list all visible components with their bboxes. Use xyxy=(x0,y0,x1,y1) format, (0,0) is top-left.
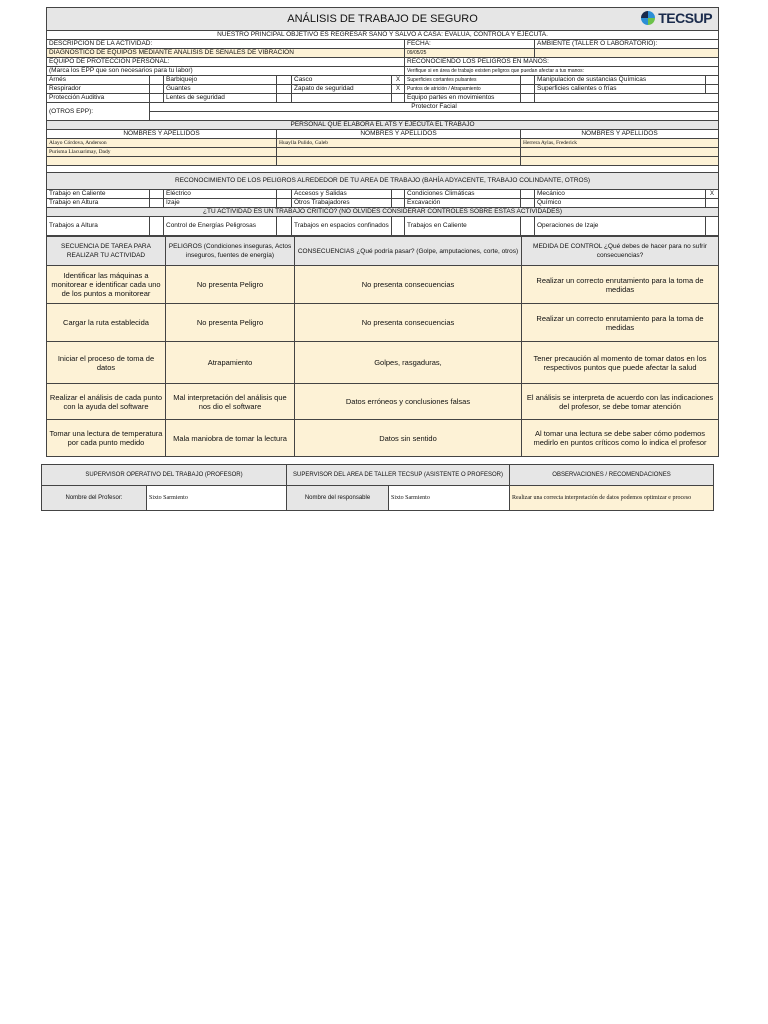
task-cell[interactable]: Tomar una lectura de temperatura por cada punto medido xyxy=(47,420,166,457)
peligro-check[interactable] xyxy=(277,199,292,208)
prof-value[interactable]: Sixto Sarmiento xyxy=(147,486,287,511)
peligros-title: RECONOCIMIENTO DE LOS PELIGROS ALREDEDOR DE TU AREA DE TRABAJO (BAHÍA ADYACENTE, TRABAJO COLINDANTE, OTROS) xyxy=(47,173,719,190)
task-cell[interactable]: Realizar un correcto enrutamiento para la toma de medidas xyxy=(522,304,719,342)
epp-item: Arnés xyxy=(47,76,150,85)
critico-check[interactable] xyxy=(150,217,164,236)
epp-check[interactable] xyxy=(150,76,164,85)
epp-item: Respirador xyxy=(47,85,150,94)
peligro-item: Excavación xyxy=(405,199,521,208)
task-cell[interactable]: Mala maniobra de tomar la lectura xyxy=(166,420,295,457)
person-name[interactable] xyxy=(47,157,277,166)
desc-label: DESCRIPCIÓN DE LA ACTIVIDAD: xyxy=(47,40,405,49)
logo-text: TECSUP xyxy=(658,10,713,26)
epp-item: Guantes xyxy=(164,85,277,94)
peligro-check[interactable] xyxy=(521,199,535,208)
task-cell[interactable]: Golpes, rasgaduras, xyxy=(295,342,522,384)
task-table xyxy=(46,236,719,457)
hands-item: Manipulacion de sustancias Químicas xyxy=(535,76,706,85)
page-title: ANÁLISIS DE TRABAJO DE SEGURO xyxy=(287,13,478,25)
names-col-header: NOMBRES Y APELLIDOS xyxy=(47,130,277,139)
desc-value[interactable]: DIAGNÓSTICO DE EQUIPOS MEDIANTE ANÁLISIS DE SEÑALES DE VIBRACIÓN xyxy=(47,49,405,58)
person-name[interactable]: Huaylla Pulido, Galeb xyxy=(277,139,521,148)
person-name[interactable] xyxy=(277,157,521,166)
person-name[interactable] xyxy=(521,157,719,166)
supervisor-table xyxy=(41,464,714,511)
table-row xyxy=(47,384,719,420)
tecsup-logo xyxy=(641,11,712,25)
spacer xyxy=(47,166,719,173)
critico-check[interactable] xyxy=(277,217,292,236)
task-cell[interactable]: Identificar las máquinas a monitorear e identificar cada uno de los puntos a monitorear xyxy=(47,266,166,304)
observaciones-label: OBSERVACIONES / RECOMENDACIONES xyxy=(510,465,714,486)
peligro-item: Otros Trabajadores xyxy=(292,199,392,208)
critico-check[interactable] xyxy=(521,217,535,236)
hands-item: Superficies cortantes pulsantes xyxy=(405,76,521,85)
peligro-item: Mecánico xyxy=(535,190,706,199)
peligro-item: Izaje xyxy=(164,199,277,208)
person-name[interactable] xyxy=(277,148,521,157)
person-name[interactable]: Herrera Aylas, Frederick xyxy=(521,139,719,148)
form-top xyxy=(46,7,719,236)
hands-note: Verifique si en área de trabajo existen peligros que puedan afectar a tus manos: xyxy=(405,67,719,76)
hands-check[interactable] xyxy=(521,85,535,94)
task-cell[interactable]: Datos erróneos y conclusiones falsas xyxy=(295,384,522,420)
epp-item xyxy=(292,94,392,103)
epp-check[interactable] xyxy=(277,94,292,103)
epp-check[interactable] xyxy=(392,94,405,103)
hands-label: RECONOCIENDO LOS PELIGROS EN MANOS: xyxy=(405,58,719,67)
hands-item: Superficies calientes o frías xyxy=(535,85,706,94)
task-cell[interactable]: Atrapamiento xyxy=(166,342,295,384)
person-name[interactable]: Purisma Llacuarimay, Dady xyxy=(47,148,277,157)
resp-value[interactable]: Sixto Sarmiento xyxy=(389,486,510,511)
task-cell[interactable]: No presenta consecuencias xyxy=(295,304,522,342)
critico-item: Trabajos en espacios confinados xyxy=(292,217,392,236)
critico-check[interactable] xyxy=(392,217,405,236)
gear-icon xyxy=(641,11,655,25)
fecha-value[interactable]: 09/05/25 xyxy=(405,49,535,58)
supervisor-section xyxy=(41,464,713,511)
epp-item: Casco xyxy=(292,76,392,85)
peligro-check[interactable] xyxy=(521,190,535,199)
peligro-item: Trabajo en Altura xyxy=(47,199,150,208)
epp-check[interactable] xyxy=(150,94,164,103)
epp-item: Zapato de seguridad xyxy=(292,85,392,94)
critico-title: ¿TU ACTIVIDAD ES UN TRABAJO CRITICO? (NO OLVIDES CONSIDERAR CONTROLES SOBRE ESTAS ACTIVIDADES) xyxy=(47,208,719,217)
names-col-header: NOMBRES Y APELLIDOS xyxy=(521,130,719,139)
peligro-check[interactable] xyxy=(392,190,405,199)
task-cell[interactable]: Realizar el análisis de cada punto con la ayuda del software xyxy=(47,384,166,420)
table-row xyxy=(47,304,719,342)
peligro-item: Eléctrico xyxy=(164,190,277,199)
table-row xyxy=(47,420,719,457)
epp-item: Barbiquejo xyxy=(164,76,277,85)
critico-item: Trabajos en Caliente xyxy=(405,217,521,236)
task-cell[interactable]: Al tomar una lectura se debe saber cómo podemos medirlo en puntos críticos como lo indica el profesor xyxy=(522,420,719,457)
task-cell[interactable]: Tener precaución al momento de tomar datos en los respectivos puntos que puede afectar la salud xyxy=(522,342,719,384)
task-cell[interactable]: No presenta Peligro xyxy=(166,304,295,342)
task-header: SECUENCIA DE TAREA PARA REALIZAR TU ACTIVIDAD xyxy=(47,237,166,266)
peligro-item: Trabajo en Caliente xyxy=(47,190,150,199)
fecha-label: FECHA: xyxy=(405,40,535,49)
protector-facial: Protector Facial xyxy=(150,103,719,112)
peligro-item: Condiciones Climáticas xyxy=(405,190,521,199)
resp-label: Nombre del responsable xyxy=(287,486,389,511)
supervisor-op-label: SUPERVISOR OPERATIVO DEL TRABAJO (PROFESOR) xyxy=(42,465,287,486)
critico-item: Control de Energías Peligrosas xyxy=(164,217,277,236)
hands-check[interactable] xyxy=(521,76,535,85)
supervisor-area-label: SUPERVISOR DEL AREA DE TALLER TECSUP (ASISTENTE O PROFESOR) xyxy=(287,465,510,486)
peligro-item: Accesos y Salidas xyxy=(292,190,392,199)
otros-epp-value[interactable] xyxy=(150,112,719,121)
ats-form xyxy=(46,7,718,457)
peligro-check[interactable] xyxy=(706,199,719,208)
task-cell[interactable]: No presenta Peligro xyxy=(166,266,295,304)
task-cell[interactable]: Datos sin sentido xyxy=(295,420,522,457)
motto: NUESTRO PRINCIPAL OBJETIVO ES REGRESAR SANO Y SALVO A CASA: EVALUA, CONTROLA Y EJECUTA. xyxy=(47,31,719,40)
hands-item: Equipo partes en movimientos xyxy=(405,94,521,103)
epp-item: Lentes de seguridad xyxy=(164,94,277,103)
peligro-item: Químico xyxy=(535,199,706,208)
epp-check[interactable] xyxy=(150,85,164,94)
hands-blank xyxy=(535,94,719,103)
peligro-check[interactable]: X xyxy=(706,190,719,199)
person-name[interactable]: Alayo Córdova, Anderson xyxy=(47,139,277,148)
ambiente-value[interactable] xyxy=(535,49,719,58)
task-header: MEDIDA DE CONTROL ¿Qué debes de hacer para no sufrir consecuencias? xyxy=(522,237,719,266)
epp-check[interactable] xyxy=(277,85,292,94)
person-name[interactable] xyxy=(521,148,719,157)
task-header: CONSECUENCIAS ¿Qué podría pasar? (Golpe, amputaciones, corte, otros) xyxy=(295,237,522,266)
epp-label: EQUIPO DE PROTECCION PERSONAL: xyxy=(47,58,405,67)
epp-check[interactable]: X xyxy=(392,85,405,94)
hands-check[interactable] xyxy=(706,85,719,94)
task-cell[interactable]: Cargar la ruta establecida xyxy=(47,304,166,342)
observaciones-value[interactable]: Realizar una correcta interpretación de datos podemos optimizar e proceso xyxy=(510,486,714,511)
peligro-check[interactable] xyxy=(277,190,292,199)
table-row xyxy=(47,266,719,304)
epp-item: Protección Auditiva xyxy=(47,94,150,103)
peligro-check[interactable] xyxy=(150,199,164,208)
hands-check[interactable] xyxy=(521,94,535,103)
otros-epp-label: (OTROS EPP): xyxy=(47,103,150,121)
ambiente-label: AMBIENTE (TALLER O LABORATORIO): xyxy=(535,40,719,49)
table-row xyxy=(47,342,719,384)
hands-check[interactable] xyxy=(706,76,719,85)
critico-item: Trabajos a Altura xyxy=(47,217,150,236)
peligro-check[interactable] xyxy=(392,199,405,208)
epp-sub: (Marca los EPP que son necesarios para tu labor) xyxy=(47,67,405,76)
peligro-check[interactable] xyxy=(150,190,164,199)
critico-item: Operaciones de Izaje xyxy=(535,217,706,236)
task-cell[interactable]: No presenta consecuencias xyxy=(295,266,522,304)
task-cell[interactable]: El análisis se interpreta de acuerdo con las indicaciones del profesor, se debe tomar atención xyxy=(522,384,719,420)
names-col-header: NOMBRES Y APELLIDOS xyxy=(277,130,521,139)
task-cell[interactable]: Iniciar el proceso de toma de datos xyxy=(47,342,166,384)
task-header: PELIGROS (Condiciones inseguras, Actos inseguros, fuentes de energía) xyxy=(166,237,295,266)
epp-check[interactable] xyxy=(277,76,292,85)
prof-label: Nombre del Profesor: xyxy=(42,486,147,511)
task-cell[interactable]: Realizar un correcto enrutamiento para la toma de medidas xyxy=(522,266,719,304)
hands-item: Puntos de atrición / Atrapamiento xyxy=(405,85,521,94)
critico-check[interactable] xyxy=(706,217,719,236)
personal-title: PERSONAL QUE ELABORA EL ATS Y EJECUTA EL TRABAJO xyxy=(47,121,719,130)
form-title-cell xyxy=(47,8,719,31)
task-cell[interactable]: Mal interpretación del análisis que nos dio el software xyxy=(166,384,295,420)
epp-check[interactable]: X xyxy=(392,76,405,85)
